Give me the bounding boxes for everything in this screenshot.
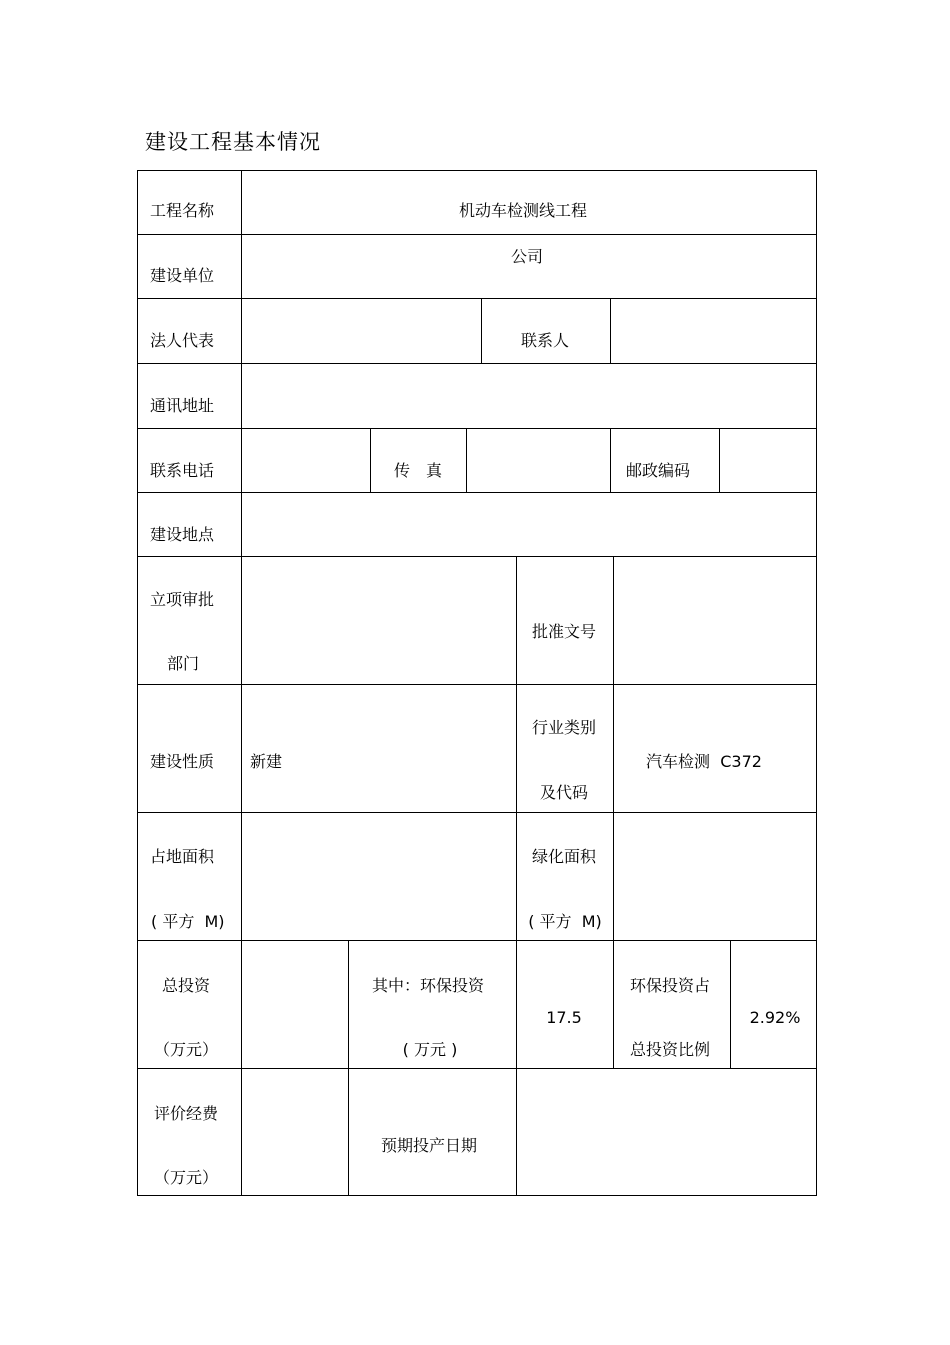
investment-label-line1: 总投资 (161, 976, 211, 995)
row-divider (137, 363, 817, 364)
cell-divider (348, 940, 349, 1196)
cell-divider (516, 940, 517, 1196)
cell-divider (730, 940, 731, 1068)
row-divider (137, 812, 817, 813)
fax-label: 传 真 (393, 461, 443, 480)
ratio-label-line2: 总投资比例 (629, 1040, 711, 1059)
ratio-label-line1: 环保投资占 (629, 976, 711, 995)
project-name-value: 机动车检测线工程 (458, 201, 588, 220)
cell-divider (466, 428, 467, 492)
ratio-value: 2.92% (749, 1008, 801, 1027)
env-investment-label-line2: ( 万元 ) (402, 1040, 458, 1059)
investment-label-line2: （万元） (153, 1040, 219, 1059)
area-label-line1: 占地面积 (150, 847, 215, 866)
cell-divider (370, 428, 371, 492)
nature-value: 新建 (250, 752, 283, 771)
table-border-right (816, 170, 817, 1196)
cell-divider (481, 298, 482, 363)
postcode-label: 邮政编码 (626, 461, 691, 480)
builder-label: 建设单位 (150, 266, 215, 285)
table-border-top (137, 170, 817, 171)
cell-divider (610, 428, 611, 492)
row-divider (137, 298, 817, 299)
project-name-label: 工程名称 (150, 201, 215, 220)
legal-rep-label: 法人代表 (150, 331, 215, 350)
production-date-label: 预期投产日期 (380, 1136, 478, 1155)
nature-label: 建设性质 (150, 752, 215, 771)
table-border-bottom (137, 1195, 817, 1196)
row-divider (137, 684, 817, 685)
fee-label-line2: （万元） (153, 1168, 219, 1187)
page-title: 建设工程基本情况 (145, 130, 321, 154)
row-divider (137, 234, 817, 235)
contact-label: 联系人 (520, 331, 570, 350)
cell-divider (610, 298, 611, 363)
env-investment-label-line1: 其中：环保投资 (371, 976, 485, 995)
table-border-left (137, 170, 138, 1196)
cell-divider (613, 940, 614, 1068)
label-column-divider (241, 170, 242, 1196)
row-divider (137, 556, 817, 557)
phone-label: 联系电话 (150, 461, 215, 480)
row-divider (137, 940, 817, 941)
row-divider (137, 492, 817, 493)
industry-label-line1: 行业类别 (531, 718, 597, 737)
location-label: 建设地点 (150, 525, 215, 544)
approval-label-line2: 部门 (167, 654, 200, 673)
cell-divider (719, 428, 720, 492)
approval-label-line1: 立项审批 (150, 590, 215, 609)
industry-value: 汽车检测 C372 (646, 752, 762, 771)
fee-label-line1: 评价经费 (153, 1104, 219, 1123)
row-divider (137, 1068, 817, 1069)
approval-doc-label: 批准文号 (531, 622, 597, 641)
row-divider (137, 428, 817, 429)
green-label-line1: 绿化面积 (531, 847, 597, 866)
address-label: 通讯地址 (150, 396, 215, 415)
green-label-line2: ( 平方 M) (528, 912, 602, 931)
builder-value: 公司 (510, 247, 544, 266)
industry-label-line2: 及代码 (539, 783, 589, 802)
area-label-line2: ( 平方 M) (151, 912, 225, 931)
project-info-table (137, 170, 817, 1196)
env-investment-value: 17.5 (546, 1008, 582, 1027)
